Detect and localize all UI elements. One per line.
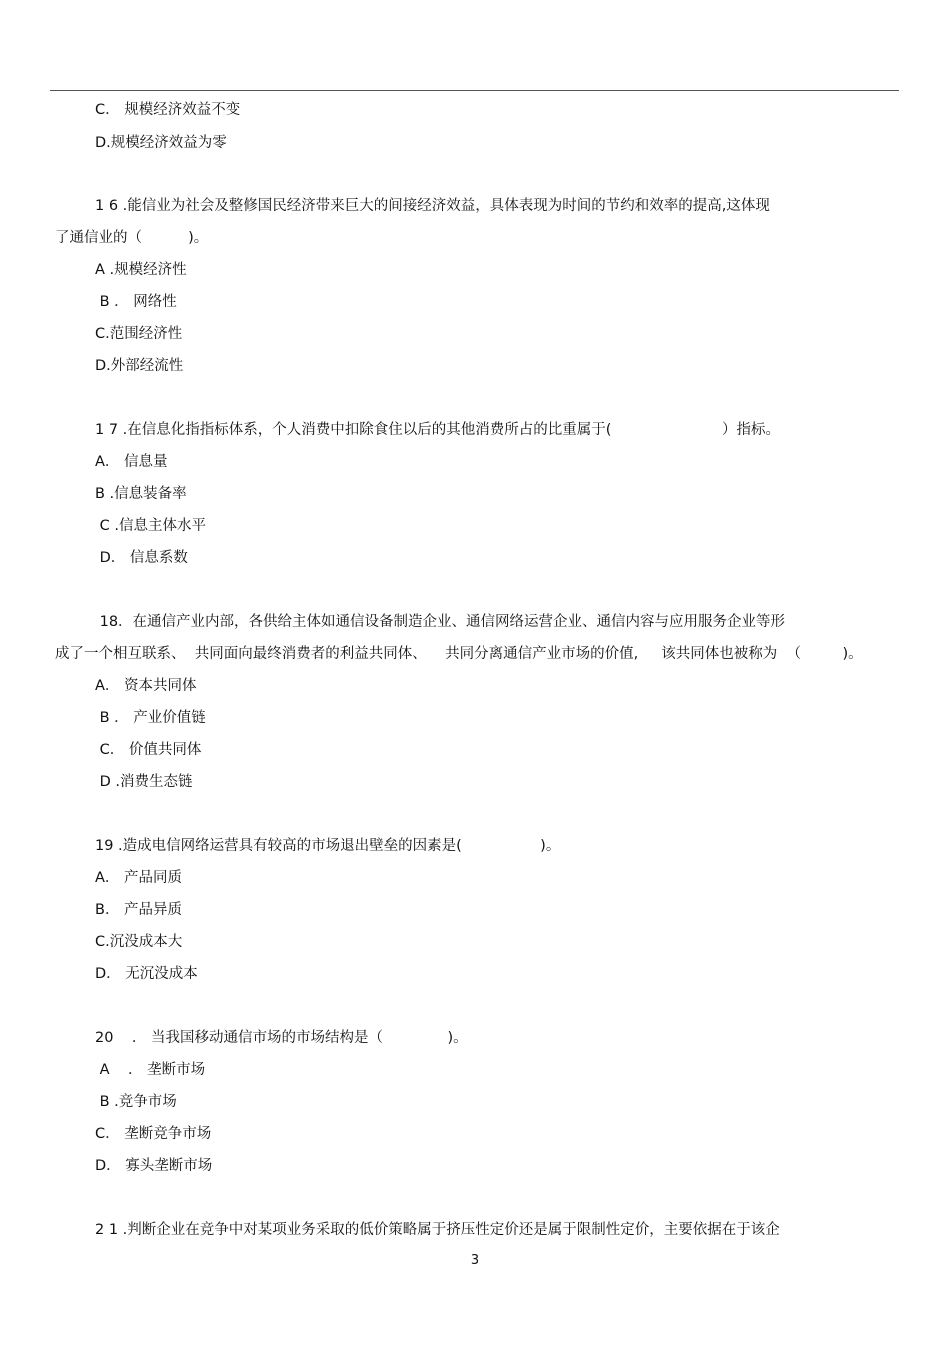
question-20-option-c: C． 垄断竞争市场	[95, 1126, 212, 1142]
question-17-option-b: B .信息装备率	[95, 486, 187, 502]
question-20-option-d: D． 寡头垄断市场	[95, 1158, 213, 1174]
question-18-stem: 18．在通信产业内部，各供给主体如通信设备制造企业、通信网络运营企业、通信内容与应用服务企业等形	[95, 614, 786, 630]
question-18-stem-cont: 成了一个相互联系、 共同面向最终消费者的利益共同体、 共同分离通信产业市场的价值, 该共同体也被称为 （ )。	[55, 646, 863, 662]
question-19-stem: 19 .造成电信网络运营具有较高的市场退出壁垒的因素是( )。	[95, 838, 561, 854]
question-18-option-c: C． 价值共同体	[95, 742, 202, 758]
question-19-option-a: A． 产品同质	[95, 870, 183, 886]
question-16-option-d: D.外部经流性	[95, 358, 184, 374]
question-16-option-b: B ． 网络性	[95, 294, 177, 310]
question-17-option-a: A． 信息量	[95, 454, 168, 470]
question-21-stem: 2 1 .判断企业在竞争中对某项业务采取的低价策略属于挤压性定价还是属于限制性定价，主要依据在于该企	[95, 1222, 780, 1238]
question-19-option-d: D． 无沉没成本	[95, 966, 198, 982]
question-20-option-a: A ． 垄断市场	[95, 1062, 206, 1078]
question-16-stem: 1 6 .能信业为社会及整修国民经济带来巨大的间接经济效益，具体表现为时间的节约和效率的提高,这体现	[95, 198, 770, 214]
option-c: C． 规模经济效益不变	[95, 102, 241, 118]
option-d: D.规模经济效益为零	[95, 135, 227, 151]
page-number: 3	[470, 1253, 480, 1268]
question-16-option-c: C.范围经济性	[95, 326, 183, 342]
question-16-stem-cont: 了通信业的（ )。	[55, 230, 209, 246]
question-18-option-a: A． 资本共同体	[95, 678, 197, 694]
question-19-option-b: B． 产品异质	[95, 902, 183, 918]
question-16-option-a: A .规模经济性	[95, 262, 187, 278]
question-20-option-b: B .竞争市场	[95, 1094, 177, 1110]
question-20-stem: 20 ． 当我国移动通信市场的市场结构是（ )。	[95, 1030, 468, 1046]
question-17-option-d: D． 信息系数	[95, 550, 188, 566]
question-18-option-d: D .消费生态链	[95, 774, 193, 790]
question-17-stem: 1 7 .在信息化指指标体系，个人消费中扣除食住以后的其他消费所占的比重属于( ）指标。	[95, 422, 781, 438]
question-17-option-c: C .信息主体水平	[95, 518, 206, 534]
question-19-option-c: C.沉没成本大	[95, 934, 183, 950]
header-rule	[50, 90, 899, 91]
question-18-option-b: B ． 产业价值链	[95, 710, 206, 726]
